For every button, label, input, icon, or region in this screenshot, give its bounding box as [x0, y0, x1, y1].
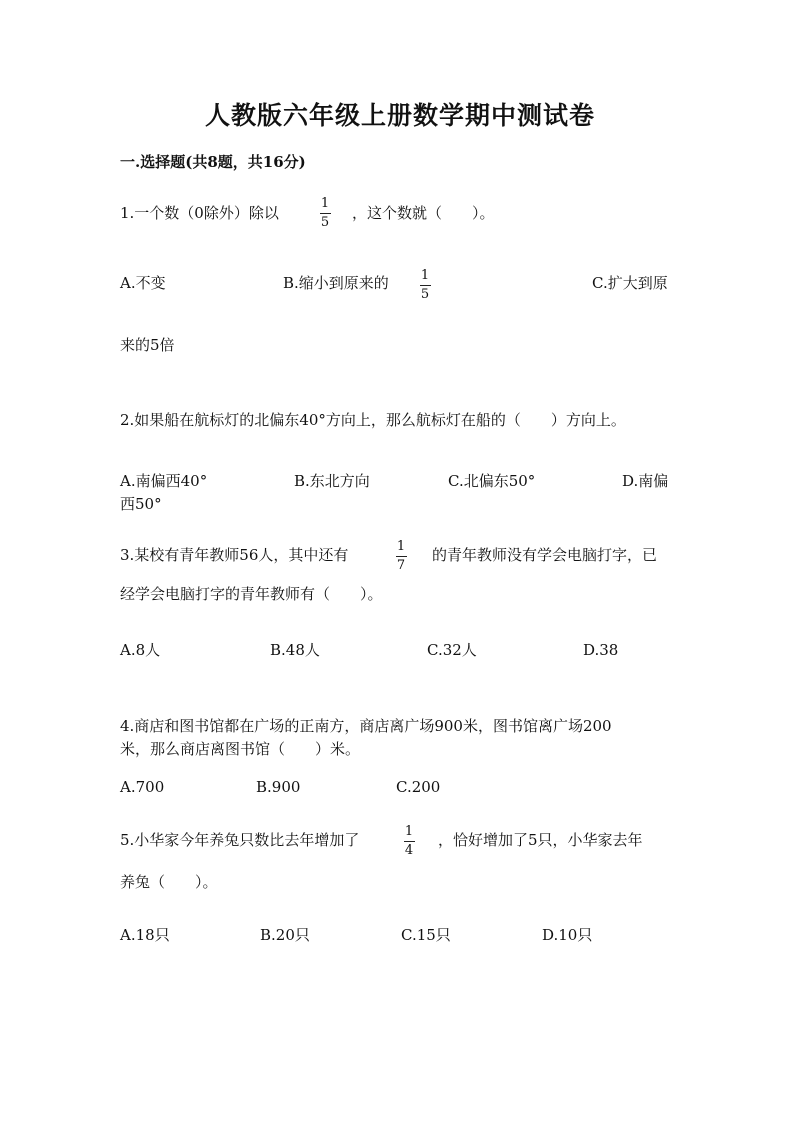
question-5-text-end: 养兔（ ）。 [120, 873, 218, 891]
question-3-option-a: A.8人 [120, 641, 161, 659]
page-title: 人教版六年级上册数学期中测试卷 [204, 101, 595, 130]
question-5-fraction [402, 824, 416, 858]
question-2-option-c: C.北偏东50° [448, 472, 536, 490]
question-3-option-d: D.38 [583, 641, 619, 659]
fraction-bar [320, 213, 331, 214]
question-3-text-middle: 的青年教师没有学会电脑打字，已 [432, 546, 658, 564]
question-2-text: 2.如果船在航标灯的北偏东40°方向上，那么航标灯在船的（ ）方向上。 [120, 411, 626, 429]
question-3-fraction [394, 539, 408, 573]
fraction-numerator: 1 [320, 196, 330, 211]
question-1-text-start: 1.一个数（0除外）除以 [120, 204, 279, 222]
question-5-option-b: B.20只 [260, 926, 310, 944]
question-5-option-d: D.10只 [542, 926, 593, 944]
question-1-option-c-continued: 来的5倍 [120, 336, 175, 354]
fraction-numerator: 1 [396, 539, 406, 554]
question-2-option-b: B.东北方向 [294, 472, 370, 490]
fraction-bar [420, 285, 431, 286]
question-5-text-start: 5.小华家今年养兔只数比去年增加了 [120, 831, 360, 849]
section-heading: 一.选择题(共8题，共16分) [120, 153, 306, 171]
question-2-option-d-continued: 西50° [120, 495, 162, 513]
question-1-option-b-fraction [418, 268, 432, 302]
question-3-text-end: 经学会电脑打字的青年教师有（ ）。 [120, 585, 383, 603]
fraction-denominator: 5 [320, 215, 330, 230]
question-4-option-a: A.700 [120, 778, 165, 796]
question-1-fraction [318, 196, 332, 230]
fraction-numerator: 1 [404, 824, 414, 839]
question-1-text-end: ，这个数就（ ）。 [352, 204, 495, 222]
fraction-bar [404, 841, 415, 842]
question-5-text-middle: ，恰好增加了5只，小华家去年 [438, 831, 643, 849]
question-1-option-a: A.不变 [120, 274, 166, 292]
question-4-text-end: 米，那么商店离图书馆（ ）米。 [120, 740, 361, 758]
question-3-text-start: 3.某校有青年教师56人，其中还有 [120, 546, 349, 564]
question-5-option-c: C.15只 [401, 926, 451, 944]
question-3-option-b: B.48人 [270, 641, 320, 659]
question-2-option-a: A.南偏西40° [120, 472, 208, 490]
fraction-denominator: 7 [396, 558, 406, 573]
question-5-option-a: A.18只 [120, 926, 170, 944]
fraction-numerator: 1 [420, 268, 430, 283]
question-2-option-d: D.南偏 [622, 472, 669, 490]
question-1-option-b: B.缩小到原来的 [283, 274, 389, 292]
fraction-denominator: 5 [420, 287, 430, 302]
fraction-bar [396, 556, 407, 557]
fraction-denominator: 4 [404, 843, 414, 858]
question-1-option-c: C.扩大到原 [592, 274, 668, 292]
question-3-option-c: C.32人 [427, 641, 477, 659]
question-4-option-c: C.200 [396, 778, 441, 796]
question-4-option-b: B.900 [256, 778, 301, 796]
question-4-text-start: 4.商店和图书馆都在广场的正南方，商店离广场900米，图书馆离广场200 [120, 717, 612, 735]
